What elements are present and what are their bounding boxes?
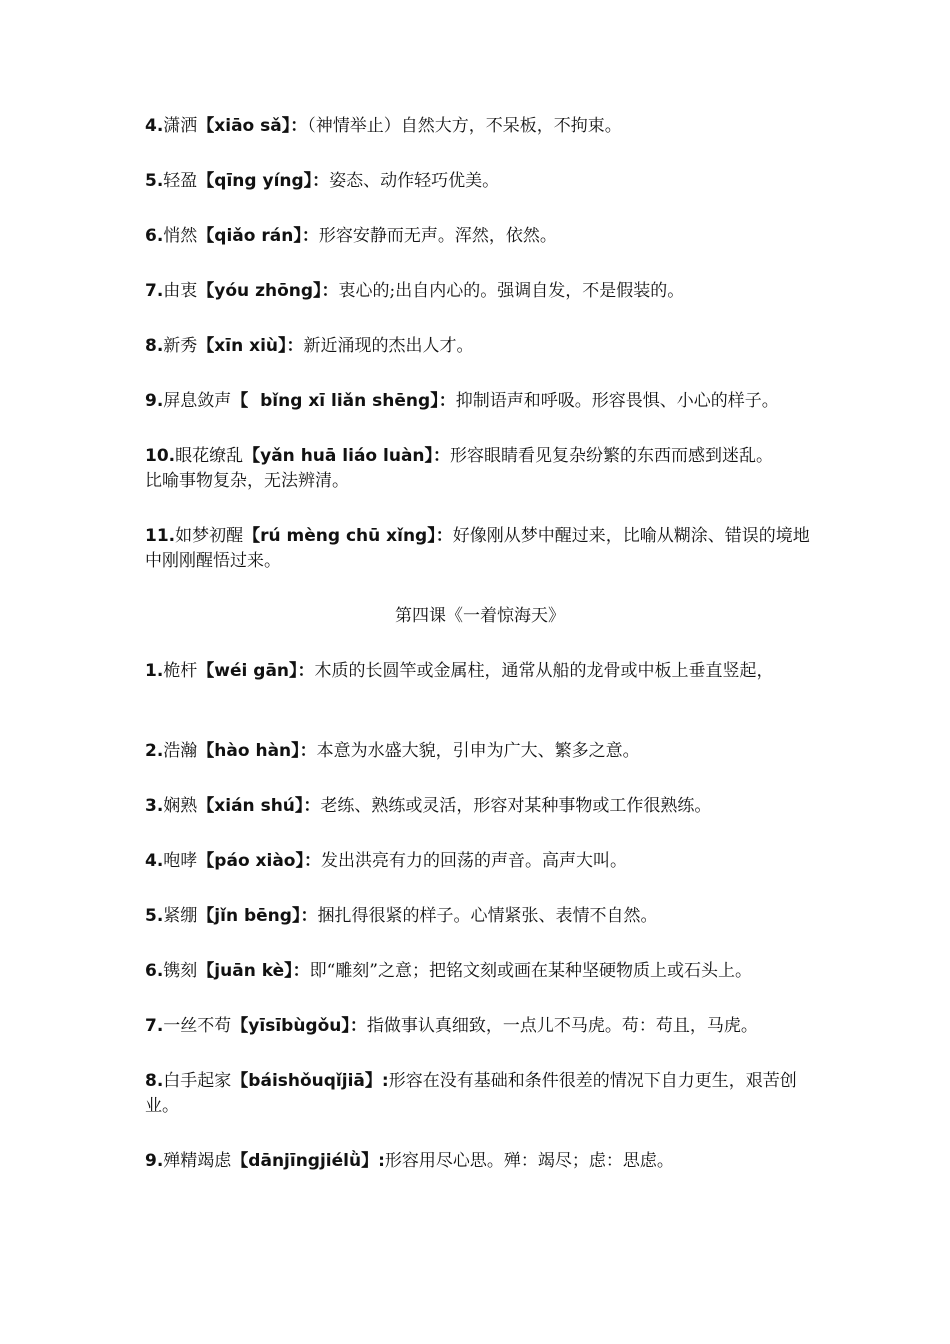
- entry-definition: 新近涌现的杰出人才。: [303, 336, 474, 356]
- entry-number: 5.: [145, 171, 164, 191]
- entry-word: 娴熟: [163, 796, 198, 816]
- entry-definition: 指做事认真细致，一点儿不马虎。苟：苟且，马虎。: [366, 1016, 758, 1036]
- entry-2-haohan: 2.浩瀚【hào hàn】：本意为水盛大貌，引申为广大、繁多之意。: [145, 741, 640, 761]
- entry-pinyin: juān kè: [214, 961, 285, 981]
- entry-definition: 形容在没有基础和条件很差的情况下自力更生，艰苦创业。: [145, 1071, 797, 1116]
- entry-number: 6.: [145, 961, 164, 981]
- entry-7-youzhong: 7.由衷【yóu zhōng】：衷心的;出自内心的。强调自发，不是假装的。: [145, 281, 685, 301]
- entry-number: 5.: [145, 906, 164, 926]
- entry-word: 悄然: [163, 226, 198, 246]
- entry-word: 殚精竭虑: [163, 1151, 232, 1171]
- entry-definition: 形容眼睛看见复杂纷繁的东西而感到迷乱。: [450, 446, 774, 466]
- entry-10-yanhualiaoluan: 10.眼花缭乱【yǎn huā liáo luàn】：形容眼睛看见复杂纷繁的东西而感到迷乱。 比喻事物复杂，无法辨清。: [145, 446, 774, 491]
- entry-number: 8.: [145, 1071, 164, 1091]
- entry-separator: ：: [349, 1016, 367, 1036]
- entry-separator: ：: [303, 851, 321, 871]
- entry-definition: 抑制语声和呼吸。形容畏惧、小心的样子。: [455, 391, 779, 411]
- entry-word: 由衷: [163, 281, 198, 301]
- entry-pinyin: xián shú: [214, 796, 295, 816]
- entry-definition: 衷心的;出自内心的。强调自发，不是假装的。: [338, 281, 685, 301]
- entry-separator: ：: [297, 661, 315, 681]
- entry-separator: ：: [301, 226, 319, 246]
- entry-definition: 老练、熟练或灵活，形容对某种事物或工作很熟练。: [320, 796, 712, 816]
- entry-pinyin: wéi gān: [214, 661, 290, 681]
- entry-definition: 好像刚从梦中醒过来，比喻从糊涂、错误的境地中刚刚醒悟过来。: [145, 526, 810, 571]
- entry-pinyin: dānjīngjiélǜ: [248, 1151, 362, 1171]
- entry-4-paoxiao: 4.咆哮【páo xiào】：发出洪亮有力的回荡的声音。高声大叫。: [145, 851, 627, 871]
- entry-pinyin: yóu zhōng: [214, 281, 314, 301]
- entry-word: 咆哮: [163, 851, 198, 871]
- entry-number: 11.: [145, 526, 176, 546]
- entry-number: 3.: [145, 796, 164, 816]
- entry-pinyin: bǐng xī liǎn shēng: [248, 391, 431, 411]
- entry-pinyin: rú mèng chū xǐng: [260, 526, 428, 546]
- entry-word: 眼花缭乱: [175, 446, 244, 466]
- entry-definition-continued: 比喻事物复杂，无法辨清。: [145, 471, 349, 491]
- entry-pinyin: xīn xiù: [214, 336, 279, 356]
- entry-word: 轻盈: [163, 171, 198, 191]
- entry-word: 桅杆: [163, 661, 198, 681]
- entry-3-xianshu: 3.娴熟【xián shú】：老练、熟练或灵活，形容对某种事物或工作很熟练。: [145, 796, 712, 816]
- entry-separator: ：: [433, 446, 451, 466]
- entry-word: 如梦初醒: [175, 526, 244, 546]
- entry-number: 4.: [145, 851, 164, 871]
- entry-pinyin: báishǒuqǐjiā: [248, 1071, 365, 1091]
- entry-1-weigan: 1.桅杆【wéi gān】：木质的长圆竿或金属柱，通常从船的龙骨或中板上垂直竖起，: [145, 661, 774, 681]
- entry-11-rumengchuxing: 11.如梦初醒【rú mèng chū xǐng】：好像刚从梦中醒过来，比喻从糊涂、错误的境地中刚刚醒悟过来。: [145, 526, 810, 571]
- entry-number: 1.: [145, 661, 164, 681]
- entry-definition: （神情举止）自然大方，不呆板，不拘束。: [307, 116, 622, 136]
- entry-5-qingying: 5.轻盈【qīng yíng】：姿态、动作轻巧优美。: [145, 171, 500, 191]
- entry-number: 9.: [145, 1151, 164, 1171]
- entry-separator: ：: [290, 116, 308, 136]
- lesson-heading: 第四课《一着惊海天》: [395, 606, 565, 626]
- entry-definition: 捆扎得很紧的样子。心情紧张、表情不自然。: [317, 906, 658, 926]
- entry-definition: 姿态、动作轻巧优美。: [329, 171, 500, 191]
- entry-number: 6.: [145, 226, 164, 246]
- entry-6-qiaoran: 6.悄然【qiǎo rán】：形容安静而无声。浑然，依然。: [145, 226, 557, 246]
- entry-word: 紧绷: [163, 906, 198, 926]
- entry-pinyin: yīsībùgǒu: [248, 1016, 342, 1036]
- entry-number: 9.: [145, 391, 164, 411]
- entry-definition: 形容安静而无声。浑然，依然。: [318, 226, 557, 246]
- entry-separator: ：: [312, 171, 330, 191]
- entry-definition: 即“雕刻”之意；把铭文刻或画在某种坚硬物质上或石头上。: [309, 961, 752, 981]
- entry-number: 2.: [145, 741, 164, 761]
- entry-separator: ：: [303, 796, 321, 816]
- entry-6-juanke: 6.镌刻【juān kè】：即“雕刻”之意；把铭文刻或画在某种坚硬物质上或石头上。: [145, 961, 752, 981]
- entry-8-xinxiu: 8.新秀【xīn xiù】：新近涌现的杰出人才。: [145, 336, 474, 356]
- entry-9-danjingjielv: 9.殚精竭虑【dānjīngjiélǜ】:形容用尽心思。殚：竭尽；虑：思虑。: [145, 1151, 674, 1171]
- entry-8-baishouqijia: 8.白手起家【báishǒuqǐjiā】:形容在没有基础和条件很差的情况下自力更生，艰苦创业。: [145, 1071, 797, 1116]
- entry-separator: ：: [300, 906, 318, 926]
- entry-separator: ：: [286, 336, 304, 356]
- entry-pinyin: yǎn huā liáo luàn: [260, 446, 425, 466]
- entry-separator: ：: [321, 281, 339, 301]
- entry-word: 屏息敛声: [163, 391, 232, 411]
- entry-4-xiaosa: 4.潇洒【xiāo sǎ】：（神情举止）自然大方，不呆板，不拘束。: [145, 116, 622, 136]
- entry-word: 白手起家: [163, 1071, 232, 1091]
- entry-separator: ：: [292, 961, 310, 981]
- entry-7-yisibugou: 7.一丝不苟【yīsībùgǒu】：指做事认真细致，一点儿不马虎。苟：苟且，马虎。: [145, 1016, 758, 1036]
- entry-separator: ：: [299, 741, 317, 761]
- entry-pinyin: qīng yíng: [214, 171, 304, 191]
- entry-definition: 木质的长圆竿或金属柱，通常从船的龙骨或中板上垂直竖起，: [314, 661, 774, 681]
- entry-word: 一丝不苟: [163, 1016, 232, 1036]
- entry-pinyin: jǐn bēng: [214, 906, 292, 926]
- entry-9-bingxiliansheng: 9.屏息敛声【 bǐng xī liǎn shēng】：抑制语声和呼吸。形容畏惧、小心的样子。: [145, 391, 779, 411]
- entry-definition: 形容用尽心思。殚：竭尽；虑：思虑。: [384, 1151, 674, 1171]
- entry-definition: 发出洪亮有力的回荡的声音。高声大叫。: [320, 851, 627, 871]
- entry-definition: 本意为水盛大貌，引申为广大、繁多之意。: [316, 741, 640, 761]
- entry-word: 镌刻: [163, 961, 198, 981]
- entry-pinyin: qiǎo rán: [214, 226, 294, 246]
- entry-pinyin: páo xiào: [214, 851, 296, 871]
- entry-separator: ：: [435, 526, 453, 546]
- entry-pinyin: hào hàn: [214, 741, 292, 761]
- entry-word: 新秀: [163, 336, 198, 356]
- entry-number: 8.: [145, 336, 164, 356]
- entry-separator: :: [378, 1151, 385, 1171]
- entry-separator: ：: [438, 391, 456, 411]
- entry-word: 浩瀚: [163, 741, 198, 761]
- entry-number: 7.: [145, 1016, 164, 1036]
- entry-pinyin: xiāo sǎ: [214, 116, 282, 136]
- entry-number: 10.: [145, 446, 176, 466]
- entry-5-jinbeng: 5.紧绷【jǐn bēng】：捆扎得很紧的样子。心情紧张、表情不自然。: [145, 906, 658, 926]
- entry-number: 4.: [145, 116, 164, 136]
- entry-number: 7.: [145, 281, 164, 301]
- entry-word: 潇洒: [163, 116, 198, 136]
- entry-separator: :: [381, 1071, 389, 1091]
